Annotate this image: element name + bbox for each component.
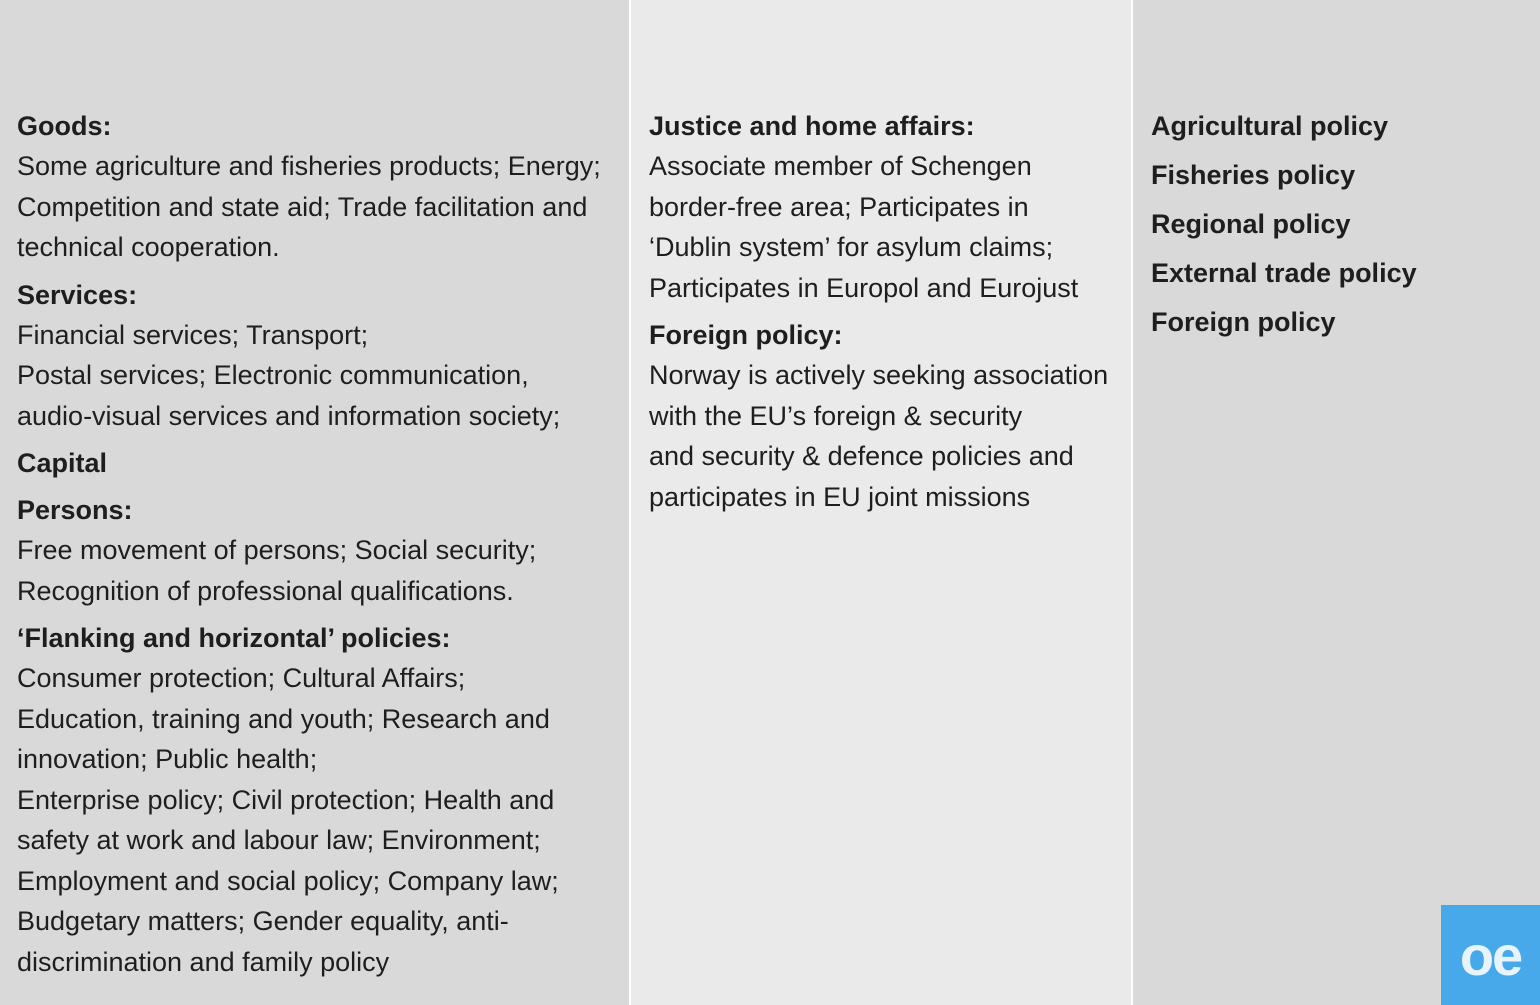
policy-item: External trade policy xyxy=(1151,258,1417,288)
policy-item: Regional policy xyxy=(1151,209,1351,239)
section-title: Capital xyxy=(17,448,108,478)
policy-item: Fisheries policy xyxy=(1151,160,1356,190)
column-voluntary-addons xyxy=(629,0,1133,1005)
section-title: ‘Flanking and horizontal’ policies: xyxy=(17,623,451,653)
oe-logo-text: oe xyxy=(1459,923,1522,987)
policy-item: Agricultural policy xyxy=(1151,111,1389,141)
column-eea-included xyxy=(0,0,629,1005)
section-persons xyxy=(17,490,619,611)
section-flanking-policies xyxy=(17,618,619,982)
section-goods xyxy=(17,106,619,268)
section-body: Norway is actively seeking association with the EU’s foreign & security and security & defence policies and participates in EU joint missions xyxy=(649,360,1109,512)
section-title: Foreign policy: xyxy=(649,320,843,350)
section-body: Associate member of Schengen border-free area; Participates in ‘Dublin system’ for asylum claims; Participates in Europol and Eurojust xyxy=(649,151,1079,303)
policy-item: Foreign policy xyxy=(1151,307,1336,337)
oe-logo xyxy=(1441,905,1540,1005)
section-body: Free movement of persons; Social security; Recognition of professional qualifications. xyxy=(17,535,537,606)
section-body: Consumer protection; Cultural Affairs; Education, training and youth; Research and innovation; Public health; Enterprise policy; Civil protection; Health and safety at work and labour law; Environment; Employment and social policy; Company law; Budgetary matters; Gender equality, anti- discrimination and family policy xyxy=(17,663,559,977)
section-title: Persons: xyxy=(17,495,133,525)
section-title: Goods: xyxy=(17,111,112,141)
section-body: Some agriculture and fisheries products; Energy; Competition and state aid; Trade facilitation and technical cooperation. xyxy=(17,151,601,262)
section-body: Financial services; Transport; Postal services; Electronic communication, audio-visual services and information society; xyxy=(17,319,561,431)
section-capital xyxy=(17,443,619,483)
section-foreign-policy xyxy=(649,315,1117,517)
section-title: Services: xyxy=(17,279,138,310)
section-title: Justice and home affairs: xyxy=(649,111,975,141)
section-services xyxy=(17,275,619,437)
section-justice-home-affairs xyxy=(649,106,1117,308)
column-norwegian-independence xyxy=(1133,0,1540,1005)
